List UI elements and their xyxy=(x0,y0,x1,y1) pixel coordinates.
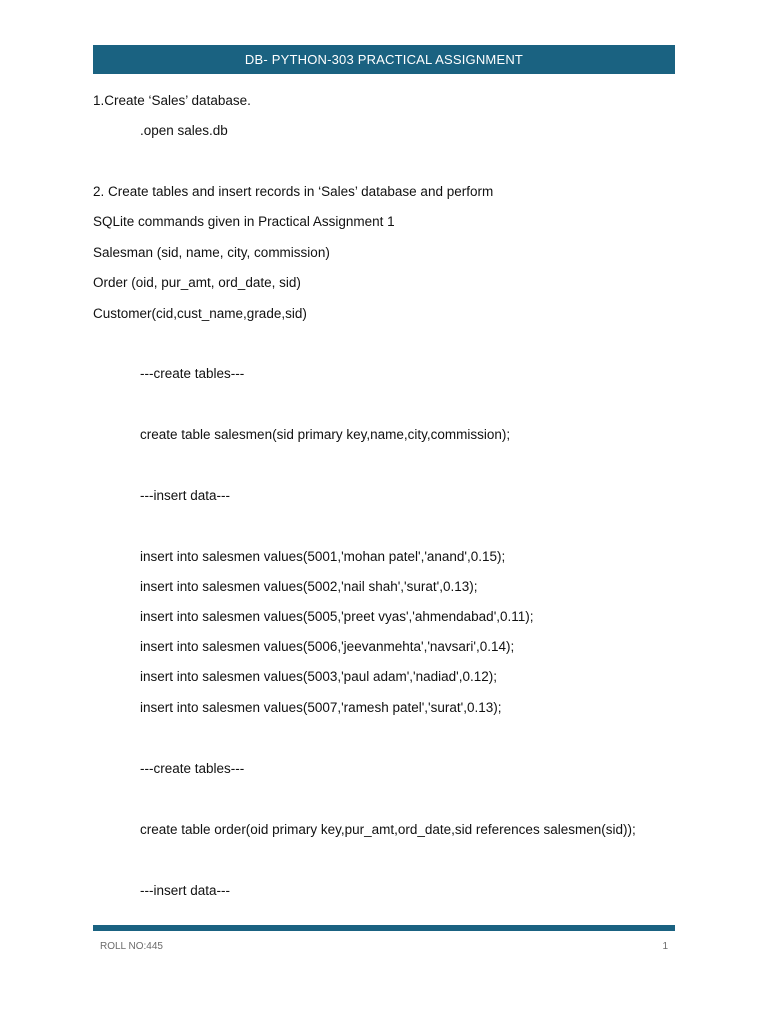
schema-customer: Customer(cid,cust_name,grade,sid) xyxy=(93,306,307,321)
sql-create-salesmen: create table salesmen(sid primary key,name,city,commission); xyxy=(140,427,511,442)
comment-insert-data: ---insert data--- xyxy=(140,883,231,898)
step-2-text-cont: SQLite commands given in Practical Assignment 1 xyxy=(93,214,395,229)
sql-insert-row: insert into salesmen values(5002,'nail shah','surat',0.13); xyxy=(140,579,478,594)
page-number: 1 xyxy=(662,941,668,952)
step-2-text: 2. Create tables and insert records in ‘Sales’ database and perform xyxy=(93,184,494,199)
assignment-title-bar xyxy=(93,45,675,74)
sql-insert-row: insert into salesmen values(5005,'preet vyas','ahmendabad',0.11); xyxy=(140,609,534,624)
sql-create-order: create table order(oid primary key,pur_amt,ord_date,sid references salesmen(sid)); xyxy=(140,822,636,837)
assignment-title: DB- PYTHON-303 PRACTICAL ASSIGNMENT xyxy=(244,52,524,67)
comment-create-tables: ---create tables--- xyxy=(140,761,245,776)
schema-order: Order (oid, pur_amt, ord_date, sid) xyxy=(93,275,301,290)
sql-insert-row: insert into salesmen values(5003,'paul adam','nadiad',0.12); xyxy=(140,669,498,684)
schema-salesman: Salesman (sid, name, city, commission) xyxy=(93,245,330,260)
sql-insert-row: insert into salesmen values(5006,'jeevanmehta','navsari',0.14); xyxy=(140,639,515,654)
comment-insert-data: ---insert data--- xyxy=(140,488,231,503)
roll-number: ROLL NO:445 xyxy=(100,941,163,952)
sql-insert-row: insert into salesmen values(5007,'ramesh patel','surat',0.13); xyxy=(140,700,502,715)
footer-divider xyxy=(93,925,675,931)
open-command: .open sales.db xyxy=(140,123,228,138)
comment-create-tables: ---create tables--- xyxy=(140,366,245,381)
step-1-text: 1.Create ‘Sales’ database. xyxy=(93,93,251,108)
sql-insert-row: insert into salesmen values(5001,'mohan patel','anand',0.15); xyxy=(140,549,506,564)
